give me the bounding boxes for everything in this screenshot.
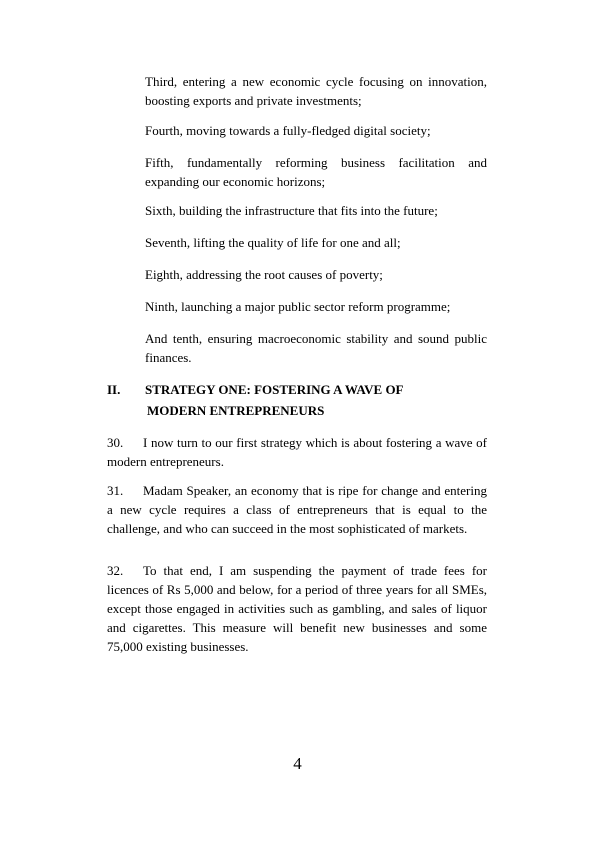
- list-item-seventh: Seventh, lifting the quality of life for one and all;: [145, 235, 401, 250]
- list-item-sixth: Sixth, building the infrastructure that fits into the future;: [145, 203, 438, 218]
- page-number: 4: [293, 754, 302, 773]
- paragraph-text: Madam Speaker, an economy that is ripe for change and entering a new cycle requires a class of entrepreneurs that is equal to the challenge, and who can succeed in the most sophisticated of markets.: [107, 483, 487, 536]
- paragraph-number: 31.: [107, 483, 124, 498]
- list-item-fifth: Fifth, fundamentally reforming business facilitation and expanding our economic horizons;: [145, 155, 487, 189]
- list-item-ninth: Ninth, launching a major public sector reform programme;: [145, 299, 451, 314]
- list-item-fourth: Fourth, moving towards a fully-fledged digital society;: [145, 123, 431, 138]
- section-title-line1: STRATEGY ONE: FOSTERING A WAVE OF: [145, 382, 404, 397]
- section-title-line2: MODERN ENTREPRENEURS: [147, 403, 325, 418]
- paragraph-text: To that end, I am suspending the payment of trade fees for licences of Rs 5,000 and below, for a period of three years for all SMEs, except those engaged in activities such as gambling, and sales of liquor and cigarettes. This measure will benefit new businesses and some 75,000 existing businesses.: [107, 563, 487, 654]
- paragraph-text: I now turn to our first strategy which is about fostering a wave of modern entrepreneurs.: [107, 435, 487, 469]
- paragraph-30: [107, 433, 487, 471]
- section-number: II.: [107, 382, 121, 397]
- paragraph-32: [107, 561, 487, 656]
- paragraph-number: 32.: [107, 563, 124, 578]
- list-item-tenth: And tenth, ensuring macroeconomic stability and sound public finances.: [145, 331, 487, 365]
- paragraph-31: [107, 481, 487, 538]
- list-item-third: Third, entering a new economic cycle focusing on innovation, boosting exports and private investments;: [145, 74, 487, 108]
- paragraph-number: 30.: [107, 435, 124, 450]
- list-item-eighth: Eighth, addressing the root causes of poverty;: [145, 267, 383, 282]
